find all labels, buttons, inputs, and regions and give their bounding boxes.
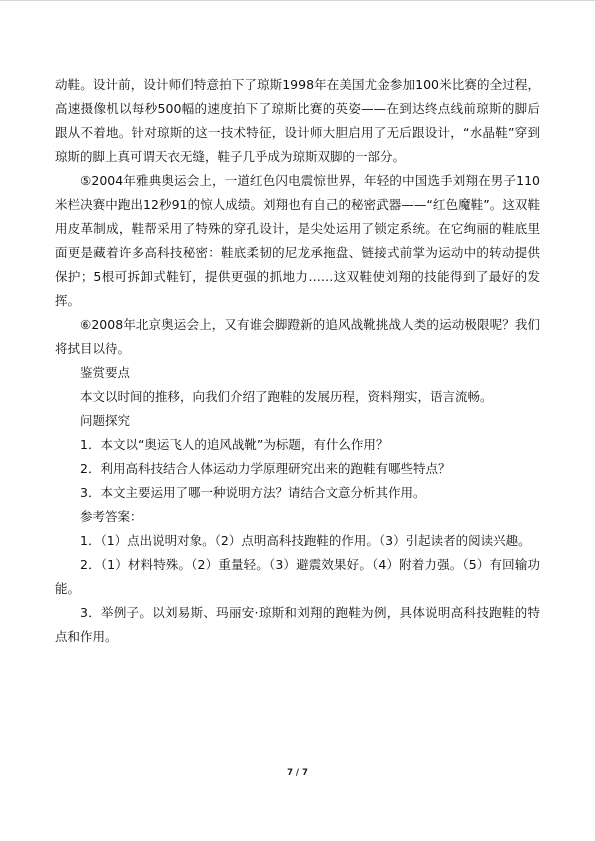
document-body bbox=[55, 73, 540, 649]
answer-1: 1．（1）点出说明对象。（2）点明高科技跑鞋的作用。（3）引起读者的阅读兴趣。 bbox=[80, 533, 531, 548]
answer-3: 3．举例子。以刘易斯、玛丽安·琼斯和刘翔的跑鞋为例，具体说明高科技跑鞋的特点和作用。 bbox=[55, 605, 540, 644]
section-heading-appreciation: 鉴赏要点 bbox=[80, 365, 131, 380]
question-3: 3．本文主要运用了哪一种说明方法？请结合文意分析其作用。 bbox=[80, 485, 426, 500]
paragraph-athens-2004: ⑤2004年雅典奥运会上，一道红色闪电震惊世界，年轻的中国选手刘翔在男子110米栏决赛中跑出12秒91的惊人成绩。刘翔也有自己的秘密武器——“红色魔鞋”。这双鞋用皮革制成，鞋帮采用了特殊的穿孔设计，是尖处运用了锁定系统。在它绚丽的鞋底里面更是藏着许多高科技秘密：鞋底柔韧的尼龙承拖盘、链接式前掌为运动中的转动提供保护；5根可拆卸式鞋钉，提供更强的抓地力……这双鞋使刘翔的技能得到了最好的发挥。 bbox=[55, 173, 540, 308]
question-1: 1．本文以“奥运飞人的追风战靴”为标题，有什么作用？ bbox=[80, 437, 389, 452]
paragraph-beijing-2008: ⑥2008年北京奥运会上，又有谁会脚蹬新的追风战靴挑战人类的运动极限呢？我们将拭目以待。 bbox=[55, 317, 540, 356]
paragraph-shoe-design: 动鞋。设计前，设计师们特意拍下了琼斯1998年在美国尤金参加100米比赛的全过程，高速摄像机以每秒500幅的速度拍下了琼斯比赛的英姿——在到达终点线前琼斯的脚后跟从不着地。针对琼斯的这一技术特征，设计师大胆启用了无后跟设计，“水晶鞋”穿到琼斯的脚上真可谓天衣无缝，鞋子几乎成为琼斯双脚的一部分。 bbox=[55, 77, 540, 164]
section-heading-answers: 参考答案： bbox=[80, 509, 143, 524]
page-number: 7 / 7 bbox=[287, 768, 308, 778]
answer-2: 2．（1）材料特殊。（2）重量轻。（3）避震效果好。（4）附着力强。（5）有回输功能。 bbox=[55, 557, 540, 596]
section-heading-questions: 问题探究 bbox=[80, 413, 131, 428]
appreciation-text: 本文以时间的推移，向我们介绍了跑鞋的发展历程，资料翔实，语言流畅。 bbox=[80, 389, 493, 404]
header-rule bbox=[0, 0, 595, 1]
question-2: 2．利用高科技结合人体运动力学原理研究出来的跑鞋有哪些特点？ bbox=[80, 461, 451, 476]
